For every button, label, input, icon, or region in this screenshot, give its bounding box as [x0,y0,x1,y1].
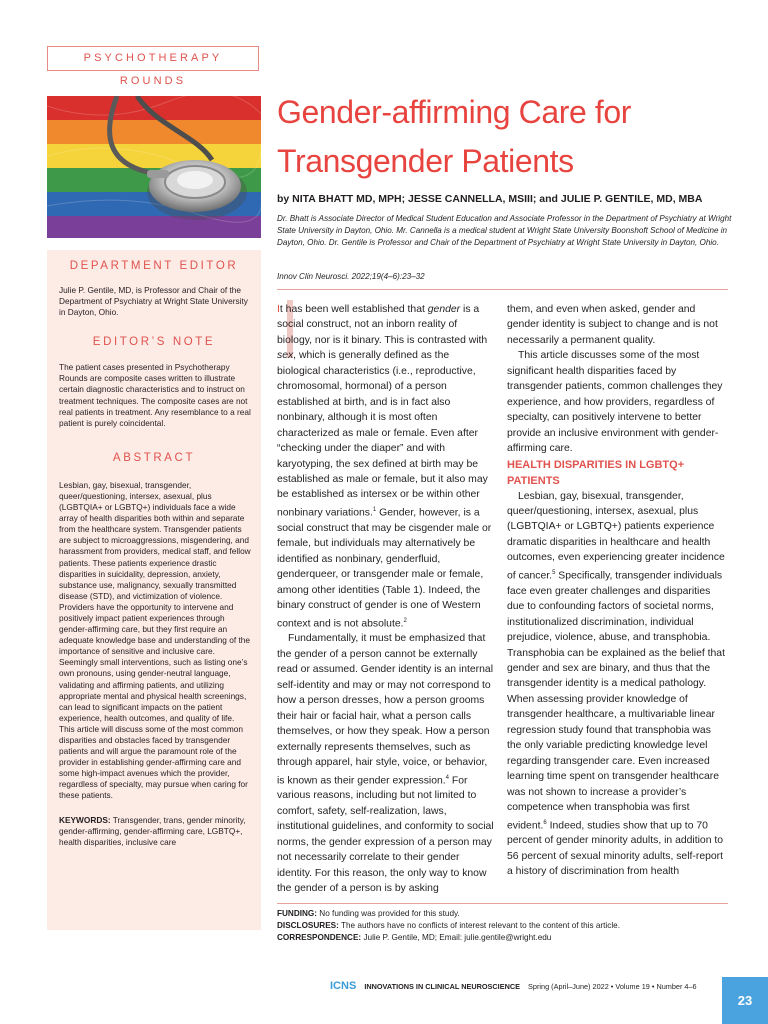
journal-name: INNOVATIONS IN CLINICAL NEUROSCIENCE [364,982,520,991]
title-line-2: Transgender Patients [277,143,574,179]
drop-cap: I [277,304,280,315]
author-affiliations: Dr. Bhatt is Associate Director of Medical Student Education and Associate Professor in the Department of Psychiatry at Wright State University in Dayton, Ohio. Mr. Cannella is a medical student at Wright State University Boonshoft School of Medicine in Dayton, Ohio. Dr. Gentile is Professor and Chair of the Department of Psychiatry at Wright State University in Dayton, Ohio. [277,214,732,247]
title-line-1: Gender-affirming Care for [277,94,632,130]
disclosures-text: The authors have no conflicts of interest relevant to the content of this article. [338,921,620,930]
editors-note-heading: EDITOR’S NOTE [92,336,216,349]
issue-info: Spring (April–June) 2022 • Volume 19 • Number 4–6 [528,982,697,991]
citation: Innov Clin Neurosci. 2022;19(4–6):23–32 [277,272,425,281]
correspondence-text: Julie P. Gentile, MD; Email: julie.gentile@wright.edu [361,933,552,942]
article-title [277,88,747,186]
paragraph-article-scope: This article discusses some of the most significant health disparities faced by transgender patients, common challenges they experience, and how providers, regardless of specialty, can positively intervene to better provide an inclusive environment with gender-affirming care. [507,350,723,455]
byline: by NITA BHATT MD, MPH; JESSE CANNELLA, MSIII; and JULIE P. GENTILE, MD, MBA [277,193,703,205]
rainbow-stethoscope-image [47,96,261,238]
paragraph-continued: them, and even when asked, gender and gender identity is subject to change and is not necessarily a permanent quality. [507,304,718,346]
stethoscope-icon [47,96,261,238]
reference-1[interactable]: 1 [372,506,377,513]
reference-6[interactable]: 6 [543,819,547,826]
funding-block: FUNDING: No funding was provided for this study. DISCLOSURES: The authors have no conflicts of interest relevant to the content of this article. CORRESPONDENCE: Julie P. Gentile, MD; Email: julie.gentile@wright.edu [277,909,620,942]
sidebar [47,250,261,930]
paragraph-intro: It has been well established that gender is a social construct, not an inborn reality of biology, nor is it binary. This is contrasted with sex, which is generally defined as the biological characteristics (i.e., reproductive, chromosomal, hormonal) of a person established at birth, and is in fact also nonbinary, although it is most often characterized as male or female. Even after “checking under the diaper” and with karyotyping, the sex defined at birth may be established as male or female, but it also may be established as intersex or be within other nonbinary variations.$^1$ Gender, however, is a social construct that may be cisgender male or female, but individuals may alternatively be identified as nonbinary, genderfluid, genderqueer, or transgender male or female, among other identities (Table 1). Indeed, the binary construct of gender is one of Western context and is not absolute.$^2$ [277,304,492,629]
keywords [47,815,261,848]
page-footer [330,980,697,992]
journal-logo: ICNS [330,980,357,992]
department-editor-heading: DEPARTMENT EDITOR [69,260,239,272]
page-number: 23 [722,977,768,1024]
reference-2[interactable]: 2 [403,617,407,624]
reference-4[interactable]: 4 [445,774,449,781]
abstract-heading: ABSTRACT [112,451,196,464]
abstract-text: Lesbian, gay, bisexual, transgender, queer/questioning, intersex, asexual, plus (LGBTQIA+ or LGBTQ+) individuals face a wide array of health disparities both within and separate from the healthcare system. Transgender patients are subject to microaggressions, misgendering, and harassment from providers, medical staff, and fellow patients. These patients experience drastic disparities in suicidality, depression, anxiety, substance use, malignancy, sexually transmitted disease (STD), and victimization of violence. Providers have the opportunity to intervene and positively impact patient experiences through gender-affirming care, but they first require an adequate knowledge base and understanding of the importance of sensitive and inclusive care. Seemingly small interventions, such as listing one’s own pronouns, using gender-neutral language, validating and affirming patients, and utilizing appropriate mental and physical health screenings, can lead to significant impacts on the patient experience, health outcomes, and quality of life. This article will discuss some of the most common disparities and obstacles faced by transgender patients and will argue the paramount role of the provider in establishing gender-affirming care and some high-impact avenues which the provider, regardless of specialty, may pursue when caring for these patients. [59,479,251,801]
keywords-label: KEYWORDS: [59,814,111,825]
paragraph-health-disparities: Lesbian, gay, bisexual, transgender, queer/questioning, intersex, asexual, plus (LGBTQIA+ or LGBTQ+) patients experience dramatic disparities in healthcare and health outcomes, even experiencing greater incidence of cancer.$^5$ Specifically, transgender individuals face even greater challenges and disparities due to confounding factors of societal norms, institutionalized discrimination, individual prejudice, violence, abuse, and transphobia. Transphobia can be explained as the belief that gender and sex are binary, and thus that the transgender identity is a medical pathology. When assessing provider knowledge of transgender healthcare, a multivariable linear regression study found that transphobia was the only variable predicting knowledge level regarding transgender care. Even increased learning time spent on transgender healthcare was not shown to increase a provider’s competence when transphobia was first evident.$^6$ Indeed, studies show that up to 70 percent of gender minority adults, in addition to 56 percent of sexual minority adults, self-report a history of discrimination from health [507,490,725,878]
funding-text: No funding was provided for this study. [317,909,460,918]
keywords-text: Transgender, trans, gender minority, gender-affirming, gender-affirming care, LGBTQ+, health disparities, inclusive care [59,814,246,847]
editors-note-text: The patient cases presented in Psychotherapy Rounds are composite cases written to illustrate certain diagnostic characteristics and to instruct on treatment techniques. The composite cases are not real patients in treatment. Any resemblance to a real patient is purely coincidental. [59,362,251,428]
section-heading-health-disparities: HEALTH DISPARITIES IN LGBTQ+ PATIENTS [507,458,685,487]
section-tag: PSYCHOTHERAPY ROUNDS [47,46,259,71]
body-column-2 [507,302,727,880]
header-divider [277,289,728,290]
reference-5[interactable]: 5 [552,569,556,576]
funding-divider [277,903,728,904]
department-editor-text: Julie P. Gentile, MD, is Professor and Chair of the Department of Psychiatry at Wright State University in Dayton, Ohio. [59,285,248,318]
body-column-1 [277,302,495,897]
paragraph-gender-expression: Fundamentally, it must be emphasized that the gender of a person cannot be externally read or assumed. Gender identity is an internal self-identity and may or may not correspond to how a person dresses, how a person grooms their hair or facial hair, what a person calls themselves, or how they speak. How a person externally represents themselves, such as through apparel, hair style, voice, or behavior, is known as their gender expression.$^4$ For various reasons, including but not limited to comfort, safety, self-realization, laws, institutional guidelines, and conformity to social norms, the gender expression of a person may not necessarily correlate to their gender identity. For this reason, the only way to know the gender of a person is by asking [277,633,494,895]
